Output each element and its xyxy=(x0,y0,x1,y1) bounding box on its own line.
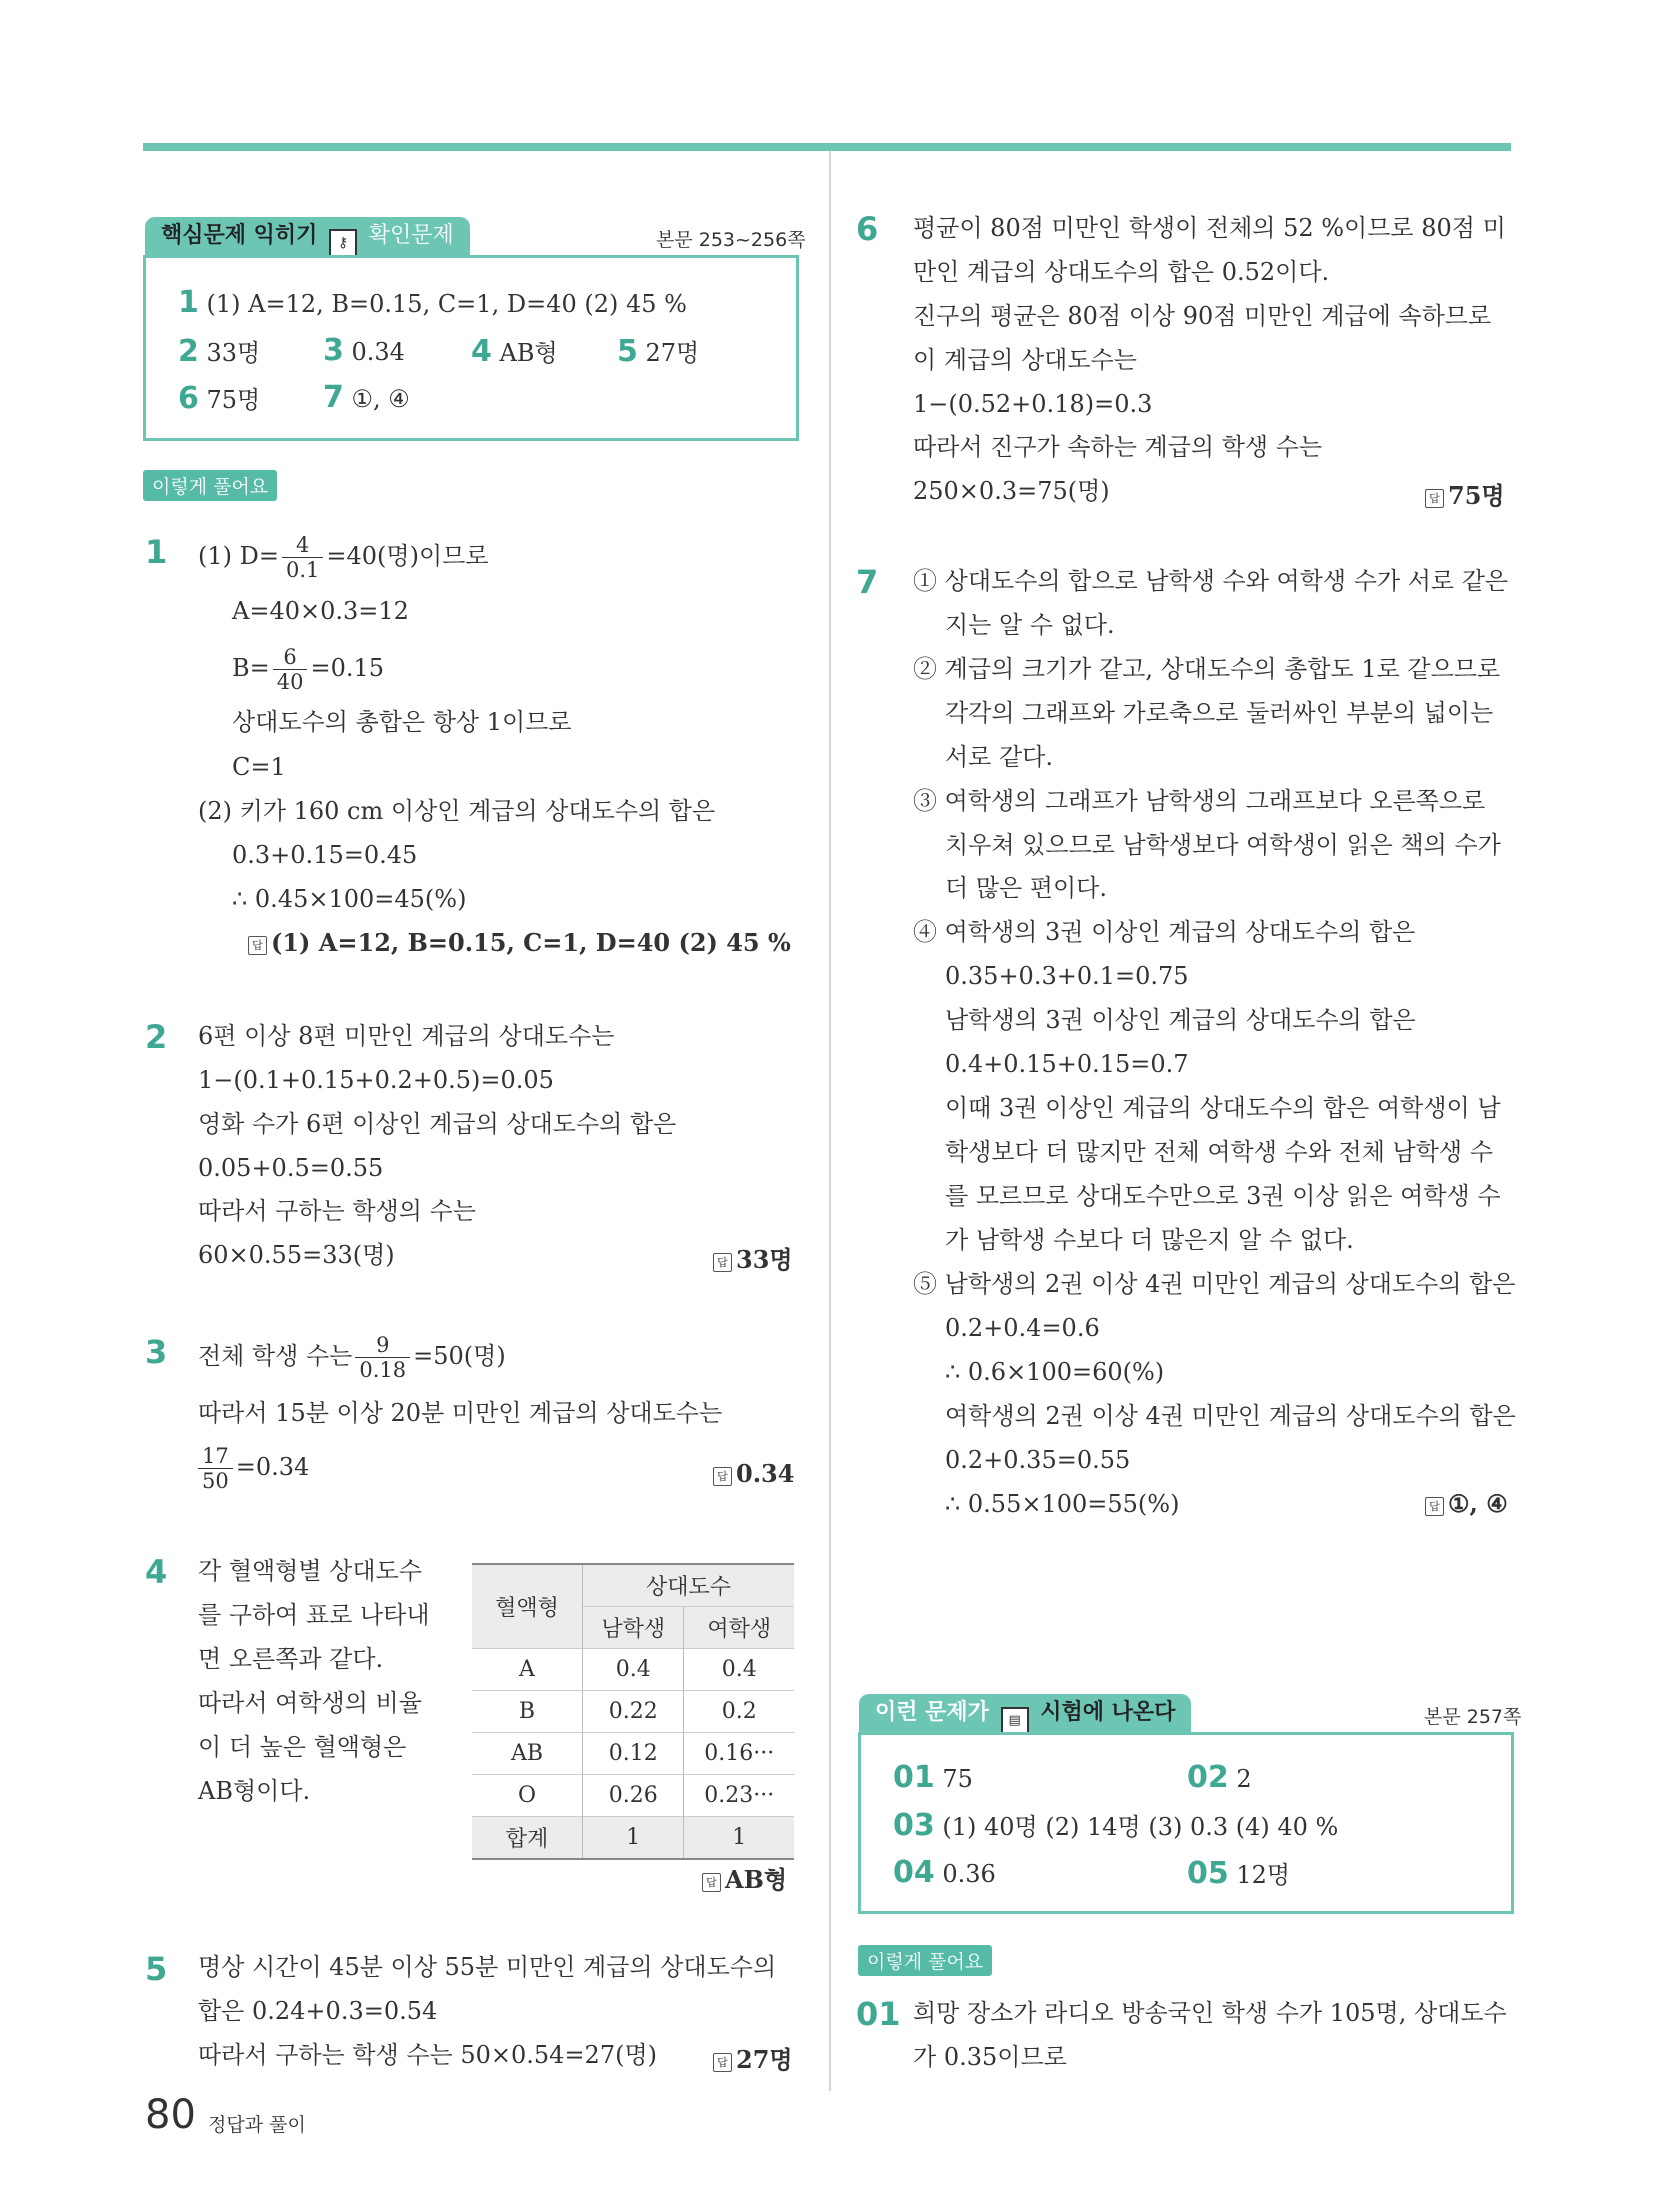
q2-line-3: 영화 수가 6편 이상인 계급의 상대도수의 합은 xyxy=(198,1110,677,1138)
q7-line-19: ∴ 0.6×100=60(%) xyxy=(945,1358,1165,1386)
table-row-total: 합계 1 1 xyxy=(472,1817,794,1860)
exam-answer-05: 05 12명 xyxy=(1187,1856,1291,1891)
q4-line-5: 이 더 높은 혈액형은 xyxy=(198,1733,407,1761)
table-row: O 0.26 0.23··· xyxy=(472,1775,794,1817)
q2-line-5: 따라서 구하는 학생의 수는 xyxy=(198,1197,476,1225)
q7-line-7: 치우쳐 있으므로 남학생보다 여학생이 읽은 책의 수가 xyxy=(945,831,1501,859)
q3-number: 3 xyxy=(145,1333,168,1371)
exam-box-tab xyxy=(859,1694,1191,1732)
q1-line-2: A=40×0.3=12 xyxy=(232,597,409,625)
q5-line-3: 따라서 구하는 학생 수는 50×0.54=27(명) xyxy=(198,2041,657,2069)
q6-line-4: 이 계급의 상대도수는 xyxy=(913,346,1137,374)
answer-icon: 답 xyxy=(702,1873,721,1892)
blood-type-table xyxy=(472,1563,794,1860)
q1-answer: 답 (1) A=12, B=0.15, C=1, D=40 (2) 45 % xyxy=(248,928,791,957)
q7-line-8: 더 많은 편이다. xyxy=(945,874,1107,902)
answer-icon: 답 xyxy=(713,1467,732,1486)
q7-line-13: 이때 3권 이상인 계급의 상대도수의 합은 여학생이 남 xyxy=(945,1094,1501,1122)
key-icon: ⚷ xyxy=(329,229,357,257)
core-box-ref: 본문 253~256쪽 xyxy=(656,229,806,251)
solve-tag-left: 이렇게 풀어요 xyxy=(143,470,277,501)
exam-box-title-post: 시험에 나온다 xyxy=(1040,1700,1176,1725)
q7-line-6: ③ 여학생의 그래프가 남학생의 그래프보다 오른쪽으로 xyxy=(913,787,1486,815)
q6-line-6: 따라서 진구가 속하는 계급의 학생 수는 xyxy=(913,433,1323,461)
page-number: 80 xyxy=(145,2092,196,2138)
q1-line-7: 0.3+0.15=0.45 xyxy=(232,841,418,869)
q1-fraction-2: $\frac{6}{40}$ xyxy=(273,645,308,694)
q7-line-15: 를 모르므로 상대도수만으로 3권 이상 읽은 여학생 수 xyxy=(945,1182,1501,1210)
table-header-female: 여학생 xyxy=(684,1607,794,1649)
exam-answer-03: 03 (1) 40명 (2) 14명 (3) 0.3 (4) 40 % xyxy=(893,1808,1339,1843)
q6-answer: 답 75명 xyxy=(1425,476,1505,511)
table-header-bloodtype: 혈액형 xyxy=(472,1564,583,1649)
table-header-male: 남학생 xyxy=(583,1607,684,1649)
q6-line-3: 진구의 평균은 80점 이상 90점 미만인 계급에 속하므로 xyxy=(913,302,1492,330)
core-box-subtitle: 확인문제 xyxy=(368,223,454,248)
core-answer-7: 7 ①, ④ xyxy=(323,380,410,415)
q7-line-2: 지는 알 수 없다. xyxy=(945,611,1115,639)
core-answer-6: 6 75명 xyxy=(178,381,261,416)
q4-line-1: 각 혈액형별 상대도수 xyxy=(198,1557,422,1585)
q7-line-16: 가 남학생 수보다 더 많은지 알 수 없다. xyxy=(945,1226,1354,1254)
q2-answer: 답 33명 xyxy=(713,1240,793,1275)
q6-line-1: 평균이 80점 미만인 학생이 전체의 52 %이므로 80점 미 xyxy=(913,214,1506,242)
q7-line-1: ① 상대도수의 합으로 남학생 수와 여학생 수가 서로 같은 xyxy=(913,567,1509,595)
q1-line-5: C=1 xyxy=(232,753,286,781)
q3-fraction-1: $\frac{9}{0.18}$ xyxy=(355,1333,410,1382)
q1-line-6: (2) 키가 160 cm 이상인 계급의 상대도수의 합은 xyxy=(198,797,716,825)
q2-line-1: 6편 이상 8편 미만인 계급의 상대도수는 xyxy=(198,1022,615,1050)
answer-icon: 답 xyxy=(1425,489,1444,508)
exam-answer-02: 02 2 xyxy=(1187,1760,1252,1795)
q7-line-10: 0.35+0.3+0.1=0.75 xyxy=(945,962,1189,990)
q1-line-4: 상대도수의 총합은 항상 1이므로 xyxy=(232,708,572,736)
q7-line-22: ∴ 0.55×100=55(%) xyxy=(945,1490,1180,1518)
q7-line-3: ② 계급의 크기가 같고, 상대도수의 총합도 1로 같으므로 xyxy=(913,655,1501,683)
answer-icon: 답 xyxy=(248,936,267,955)
exam-answer-04: 04 0.36 xyxy=(893,1855,996,1890)
table-row: B 0.22 0.2 xyxy=(472,1691,794,1733)
table-header-relfreq: 상대도수 xyxy=(583,1564,795,1607)
core-box-title: 핵심문제 익히기 xyxy=(161,223,318,248)
q5-line-2: 합은 0.24+0.3=0.54 xyxy=(198,1997,438,2025)
q3-line-1: 전체 학생 수는 $\frac{9}{0.18}$ =50(명) xyxy=(198,1333,506,1382)
q5-line-1: 명상 시간이 45분 이상 55분 미만인 계급의 상대도수의 xyxy=(198,1953,777,1981)
q1-line-8: ∴ 0.45×100=45(%) xyxy=(232,885,467,913)
q1-fraction-1: $\frac{4}{0.1}$ xyxy=(282,533,323,582)
column-divider xyxy=(829,151,831,2091)
q3-answer: 답 0.34 xyxy=(713,1459,794,1488)
q7-line-4: 각각의 그래프와 가로축으로 둘러싸인 부분의 넓이는 xyxy=(945,699,1494,727)
q7-line-20: 여학생의 2권 이상 4권 미만인 계급의 상대도수의 합은 xyxy=(945,1402,1516,1430)
q7-answer: 답 ①, ④ xyxy=(1425,1489,1508,1518)
q5-answer: 답 27명 xyxy=(713,2040,793,2075)
q7-line-14: 학생보다 더 많지만 전체 여학생 수와 전체 남학생 수 xyxy=(945,1138,1493,1166)
exam-box-ref: 본문 257쪽 xyxy=(1424,1706,1522,1728)
core-answer-4: 4 AB형 xyxy=(471,334,558,369)
answer-icon: 답 xyxy=(713,2053,732,2072)
q6-line-5: 1−(0.52+0.18)=0.3 xyxy=(913,390,1153,418)
q6-number: 6 xyxy=(856,210,879,248)
core-answer-5: 5 27명 xyxy=(617,334,700,369)
q7-line-12: 0.4+0.15+0.15=0.7 xyxy=(945,1050,1189,1078)
q1-number: 1 xyxy=(145,533,168,571)
q7-line-5: 서로 같다. xyxy=(945,743,1053,771)
table-row: AB 0.12 0.16··· xyxy=(472,1733,794,1775)
document-icon: ▤ xyxy=(1001,1707,1029,1735)
q3-line-2: 따라서 15분 이상 20분 미만인 계급의 상대도수는 xyxy=(198,1399,723,1427)
core-answer-2: 2 33명 xyxy=(178,334,261,369)
core-answer-3: 3 0.34 xyxy=(323,333,405,368)
q7-line-17: ⑤ 남학생의 2권 이상 4권 미만인 계급의 상대도수의 합은 xyxy=(913,1270,1516,1298)
q2-line-2: 1−(0.1+0.15+0.2+0.5)=0.05 xyxy=(198,1066,554,1094)
e01-line-1: 희망 장소가 라디오 방송국인 학생 수가 105명, 상대도수 xyxy=(913,1999,1507,2027)
core-box-tab xyxy=(145,217,470,255)
solve-tag-right: 이렇게 풀어요 xyxy=(858,1945,992,1976)
q4-line-6: AB형이다. xyxy=(198,1777,311,1805)
core-answer-1: 1 (1) A=12, B=0.15, C=1, D=40 (2) 45 % xyxy=(178,285,687,320)
page-label: 정답과 풀이 xyxy=(208,2114,306,2136)
q5-number: 5 xyxy=(145,1950,168,1988)
q4-line-2: 를 구하여 표로 나타내 xyxy=(198,1601,430,1629)
q2-number: 2 xyxy=(145,1018,168,1056)
q2-line-4: 0.05+0.5=0.55 xyxy=(198,1154,384,1182)
e01-number: 01 xyxy=(856,1995,901,2033)
q7-line-21: 0.2+0.35=0.55 xyxy=(945,1446,1131,1474)
q3-line-3: $\frac{17}{50}$ =0.34 xyxy=(198,1444,309,1493)
e01-line-2: 가 0.35이므로 xyxy=(913,2043,1067,2071)
answer-icon: 답 xyxy=(713,1253,732,1272)
q4-line-4: 따라서 여학생의 비율 xyxy=(198,1689,422,1717)
q4-answer: 답 AB형 xyxy=(702,1860,787,1895)
q4-line-3: 면 오른쪽과 같다. xyxy=(198,1645,384,1673)
q7-line-11: 남학생의 3권 이상인 계급의 상대도수의 합은 xyxy=(945,1006,1416,1034)
q3-fraction-2: $\frac{17}{50}$ xyxy=(198,1444,233,1493)
exam-answer-01: 01 75 xyxy=(893,1760,973,1795)
q7-line-9: ④ 여학생의 3권 이상인 계급의 상대도수의 합은 xyxy=(913,918,1416,946)
q7-line-18: 0.2+0.4=0.6 xyxy=(945,1314,1100,1342)
q2-line-6: 60×0.55=33(명) xyxy=(198,1241,395,1269)
q6-line-7: 250×0.3=75(명) xyxy=(913,477,1110,505)
answer-icon: 답 xyxy=(1425,1497,1444,1516)
exam-box-title-pre: 이런 문제가 xyxy=(875,1700,989,1725)
q7-number: 7 xyxy=(856,563,879,601)
top-accent-bar xyxy=(143,143,1511,151)
q4-number: 4 xyxy=(145,1553,168,1591)
q1-line-3: B= $\frac{6}{40}$ =0.15 xyxy=(232,645,385,694)
q6-line-2: 만인 계급의 상대도수의 합은 0.52이다. xyxy=(913,258,1330,286)
table-row: A 0.4 0.4 xyxy=(472,1649,794,1691)
q1-line-1: (1) D= $\frac{4}{0.1}$ =40(명)이므로 xyxy=(198,533,489,582)
